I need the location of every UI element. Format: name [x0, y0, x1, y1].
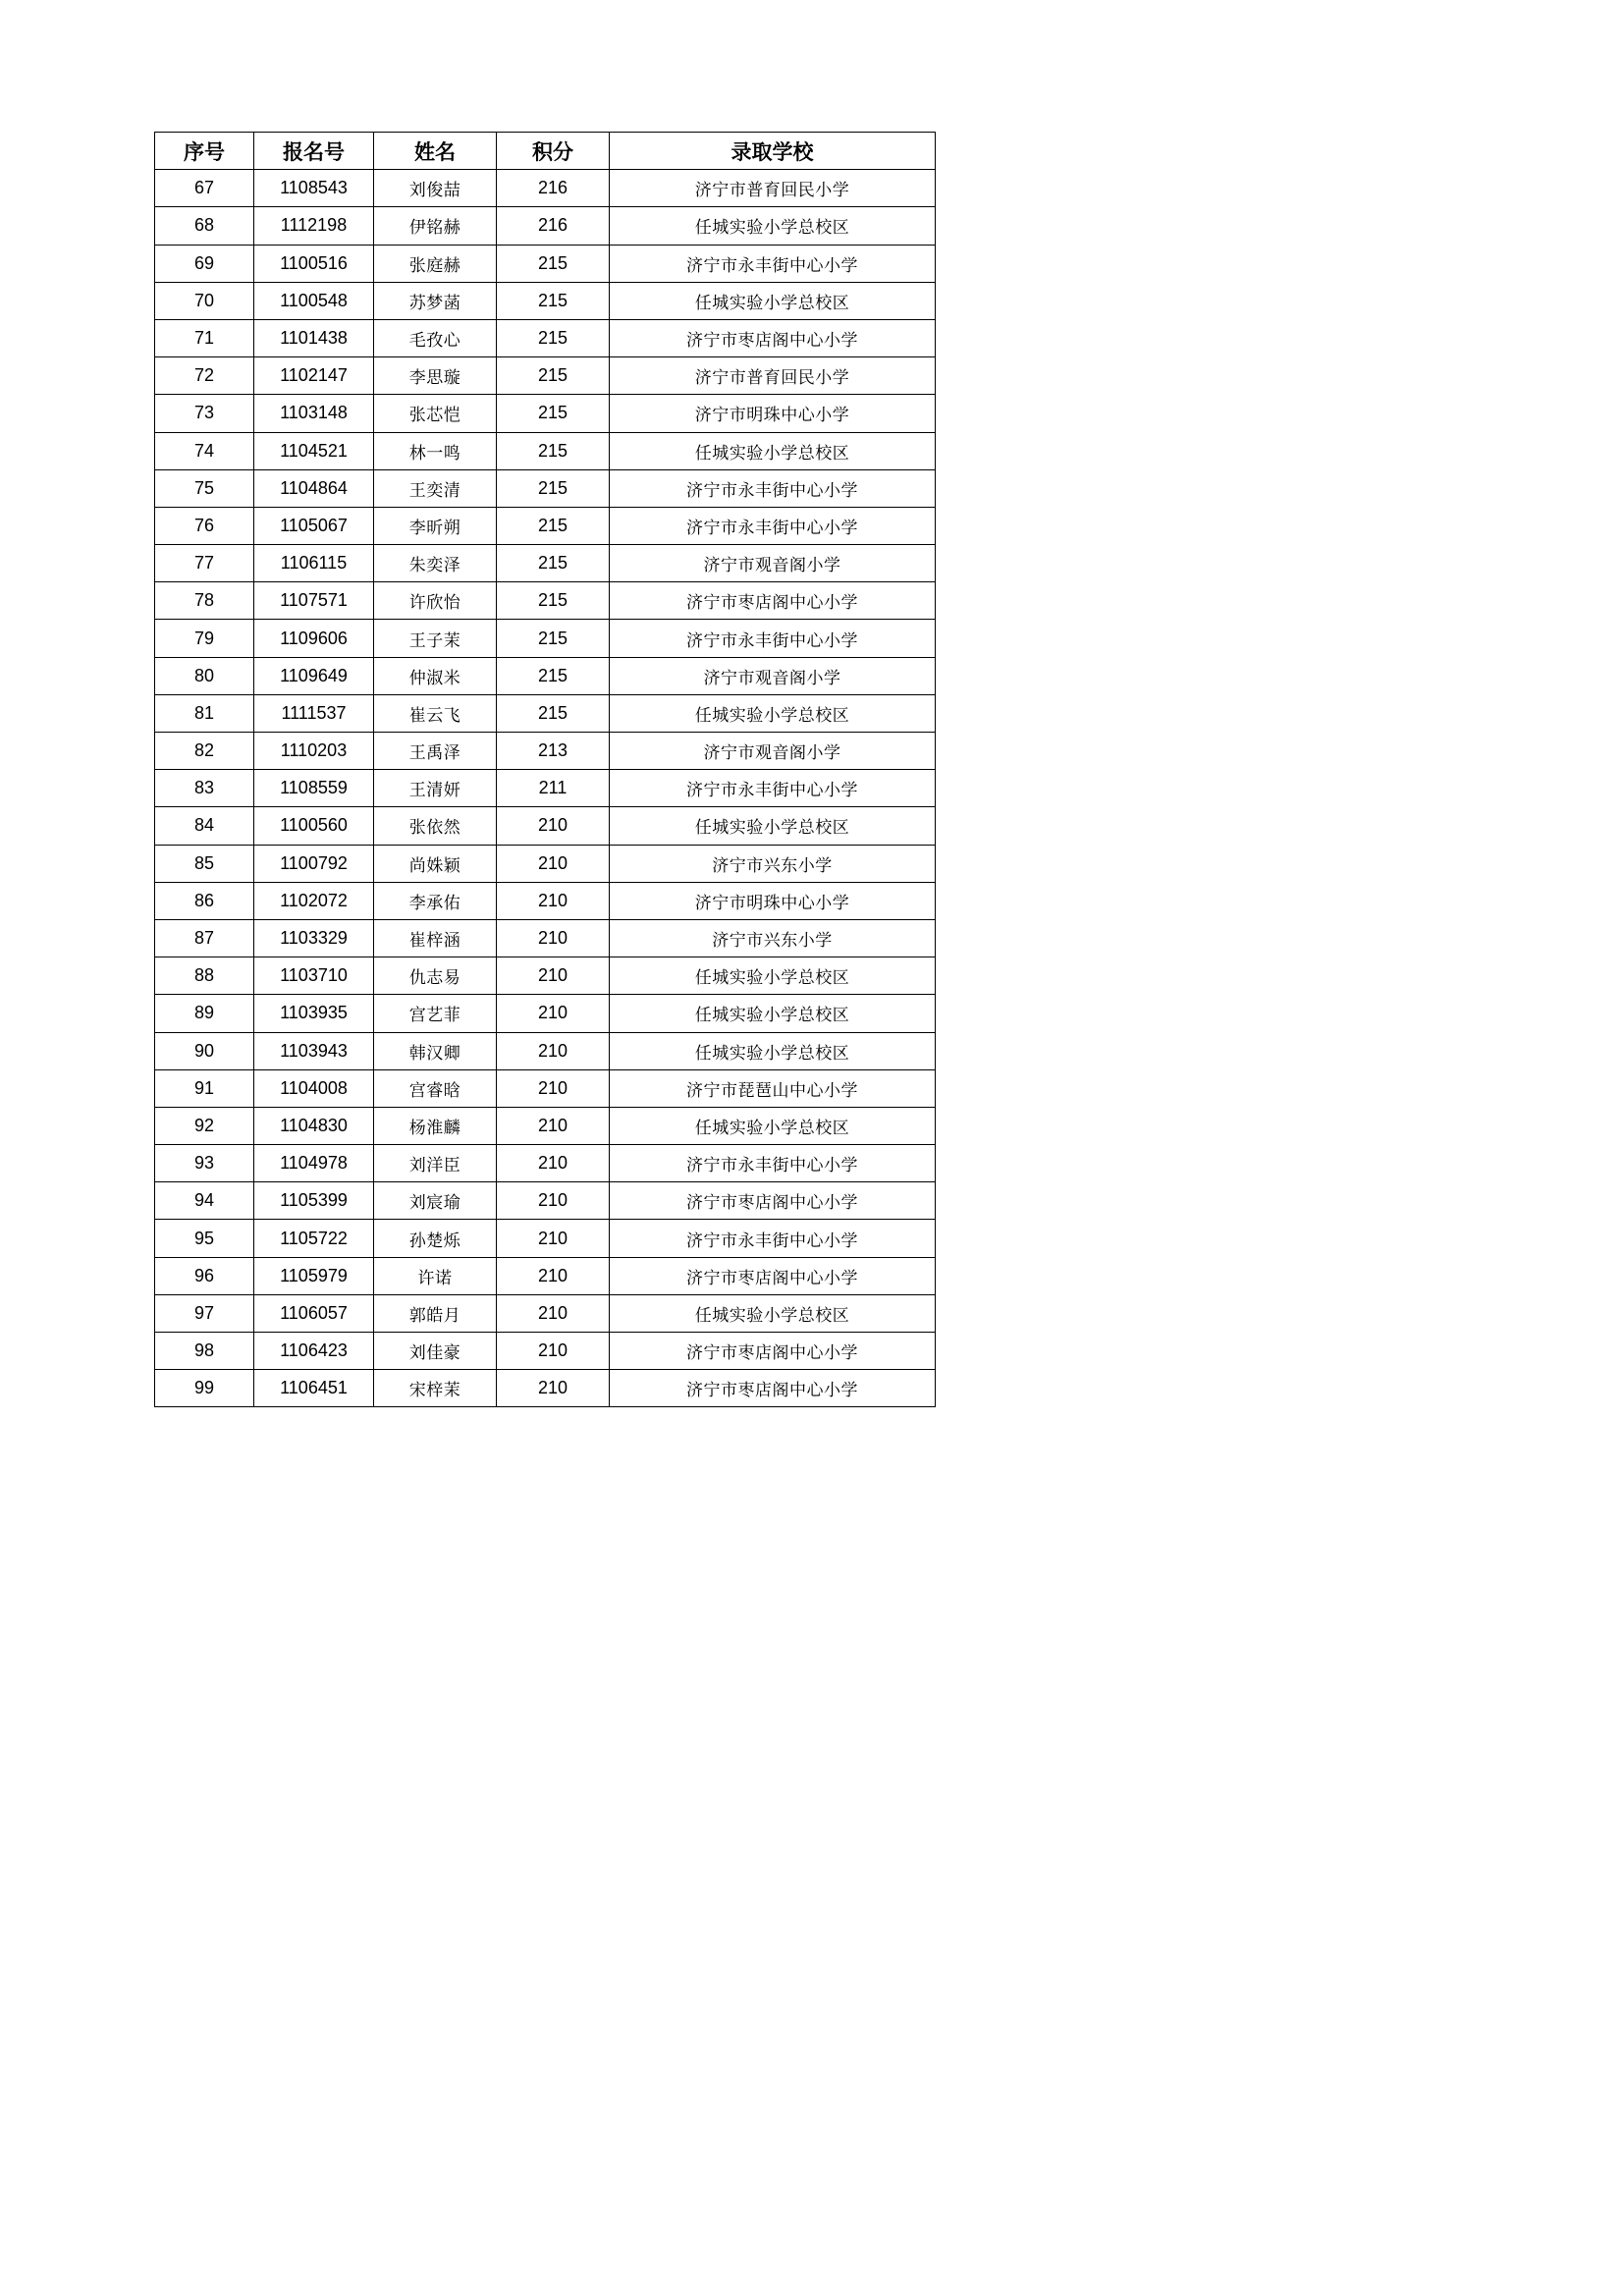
cell-registration-no: 1112198	[254, 207, 374, 245]
table-row	[155, 357, 936, 395]
cell-admitted-school: 济宁市观音阁小学	[610, 545, 936, 582]
cell-seq: 86	[155, 882, 254, 919]
cell-admitted-school: 济宁市永丰街中心小学	[610, 469, 936, 507]
table-row	[155, 882, 936, 919]
header-seq: 序号	[155, 133, 254, 170]
cell-name: 仇志易	[374, 957, 497, 995]
table-row	[155, 1107, 936, 1144]
cell-score: 210	[497, 995, 610, 1032]
cell-admitted-school: 济宁市兴东小学	[610, 919, 936, 957]
cell-admitted-school: 济宁市观音阁小学	[610, 657, 936, 694]
cell-registration-no: 1106451	[254, 1370, 374, 1407]
cell-seq: 71	[155, 319, 254, 356]
cell-name: 伊铭赫	[374, 207, 497, 245]
cell-admitted-school: 济宁市永丰街中心小学	[610, 1145, 936, 1182]
table-row	[155, 1370, 936, 1407]
cell-seq: 99	[155, 1370, 254, 1407]
cell-score: 210	[497, 1107, 610, 1144]
cell-seq: 90	[155, 1032, 254, 1069]
cell-score: 210	[497, 1370, 610, 1407]
table-header-row	[155, 133, 936, 170]
table-row	[155, 395, 936, 432]
cell-seq: 91	[155, 1069, 254, 1107]
cell-score: 210	[497, 1220, 610, 1257]
cell-name: 张庭赫	[374, 245, 497, 282]
cell-registration-no: 1102147	[254, 357, 374, 395]
table-row	[155, 432, 936, 469]
cell-seq: 67	[155, 170, 254, 207]
cell-admitted-school: 济宁市枣店阁中心小学	[610, 319, 936, 356]
table-body	[155, 170, 936, 1407]
cell-name: 杨淮麟	[374, 1107, 497, 1144]
cell-admitted-school: 济宁市枣店阁中心小学	[610, 1370, 936, 1407]
table-row	[155, 319, 936, 356]
cell-admitted-school: 任城实验小学总校区	[610, 995, 936, 1032]
cell-name: 李思璇	[374, 357, 497, 395]
cell-score: 210	[497, 807, 610, 845]
cell-score: 215	[497, 319, 610, 356]
header-admitted-school: 录取学校	[610, 133, 936, 170]
cell-name: 宋梓茉	[374, 1370, 497, 1407]
cell-admitted-school: 任城实验小学总校区	[610, 1107, 936, 1144]
cell-admitted-school: 济宁市明珠中心小学	[610, 882, 936, 919]
cell-score: 215	[497, 245, 610, 282]
cell-seq: 68	[155, 207, 254, 245]
cell-registration-no: 1106423	[254, 1333, 374, 1370]
table-row	[155, 1145, 936, 1182]
cell-score: 210	[497, 957, 610, 995]
cell-score: 211	[497, 770, 610, 807]
cell-name: 朱奕泽	[374, 545, 497, 582]
cell-name: 张依然	[374, 807, 497, 845]
header-registration-no: 报名号	[254, 133, 374, 170]
cell-name: 宫睿晗	[374, 1069, 497, 1107]
cell-score: 210	[497, 845, 610, 882]
cell-registration-no: 1105722	[254, 1220, 374, 1257]
table-row	[155, 657, 936, 694]
cell-score: 215	[497, 582, 610, 620]
cell-registration-no: 1103329	[254, 919, 374, 957]
table-row	[155, 807, 936, 845]
cell-score: 210	[497, 1145, 610, 1182]
cell-score: 216	[497, 207, 610, 245]
cell-registration-no: 1102072	[254, 882, 374, 919]
cell-name: 孙楚烁	[374, 1220, 497, 1257]
cell-admitted-school: 任城实验小学总校区	[610, 807, 936, 845]
table-row	[155, 620, 936, 657]
cell-score: 215	[497, 694, 610, 732]
table-row	[155, 694, 936, 732]
cell-registration-no: 1106057	[254, 1294, 374, 1332]
cell-name: 林一鸣	[374, 432, 497, 469]
cell-seq: 83	[155, 770, 254, 807]
cell-seq: 92	[155, 1107, 254, 1144]
cell-admitted-school: 济宁市兴东小学	[610, 845, 936, 882]
cell-seq: 70	[155, 282, 254, 319]
cell-admitted-school: 济宁市普育回民小学	[610, 170, 936, 207]
cell-name: 李承佑	[374, 882, 497, 919]
cell-score: 210	[497, 1182, 610, 1220]
table-row	[155, 582, 936, 620]
cell-registration-no: 1105399	[254, 1182, 374, 1220]
cell-score: 215	[497, 282, 610, 319]
cell-registration-no: 1105979	[254, 1257, 374, 1294]
cell-seq: 89	[155, 995, 254, 1032]
cell-score: 216	[497, 170, 610, 207]
table-row	[155, 245, 936, 282]
cell-admitted-school: 济宁市枣店阁中心小学	[610, 582, 936, 620]
cell-score: 215	[497, 657, 610, 694]
cell-admitted-school: 任城实验小学总校区	[610, 694, 936, 732]
cell-name: 刘宸瑜	[374, 1182, 497, 1220]
table-row	[155, 1220, 936, 1257]
document-page	[0, 0, 1083, 1532]
header-name: 姓名	[374, 133, 497, 170]
cell-seq: 82	[155, 733, 254, 770]
cell-score: 210	[497, 1333, 610, 1370]
cell-name: 毛孜心	[374, 319, 497, 356]
table-row	[155, 1032, 936, 1069]
cell-name: 王清妍	[374, 770, 497, 807]
table-row	[155, 207, 936, 245]
cell-admitted-school: 任城实验小学总校区	[610, 957, 936, 995]
cell-registration-no: 1100560	[254, 807, 374, 845]
cell-registration-no: 1100516	[254, 245, 374, 282]
table-row	[155, 957, 936, 995]
cell-score: 215	[497, 357, 610, 395]
cell-seq: 74	[155, 432, 254, 469]
table-row	[155, 469, 936, 507]
cell-seq: 79	[155, 620, 254, 657]
cell-admitted-school: 任城实验小学总校区	[610, 1294, 936, 1332]
cell-score: 210	[497, 1032, 610, 1069]
cell-admitted-school: 任城实验小学总校区	[610, 207, 936, 245]
cell-registration-no: 1104830	[254, 1107, 374, 1144]
cell-admitted-school: 任城实验小学总校区	[610, 1032, 936, 1069]
cell-admitted-school: 济宁市普育回民小学	[610, 357, 936, 395]
cell-registration-no: 1103943	[254, 1032, 374, 1069]
cell-admitted-school: 济宁市明珠中心小学	[610, 395, 936, 432]
cell-registration-no: 1103935	[254, 995, 374, 1032]
table-row	[155, 1294, 936, 1332]
cell-name: 许诺	[374, 1257, 497, 1294]
cell-registration-no: 1101438	[254, 319, 374, 356]
cell-name: 崔云飞	[374, 694, 497, 732]
table-row	[155, 282, 936, 319]
cell-registration-no: 1108559	[254, 770, 374, 807]
cell-registration-no: 1104008	[254, 1069, 374, 1107]
cell-admitted-school: 任城实验小学总校区	[610, 432, 936, 469]
cell-name: 王子茉	[374, 620, 497, 657]
cell-seq: 76	[155, 507, 254, 544]
cell-seq: 75	[155, 469, 254, 507]
table-row	[155, 770, 936, 807]
cell-score: 215	[497, 620, 610, 657]
cell-registration-no: 1109649	[254, 657, 374, 694]
table-row	[155, 545, 936, 582]
cell-registration-no: 1104978	[254, 1145, 374, 1182]
cell-registration-no: 1100548	[254, 282, 374, 319]
cell-admitted-school: 济宁市观音阁小学	[610, 733, 936, 770]
cell-name: 韩汉卿	[374, 1032, 497, 1069]
cell-seq: 84	[155, 807, 254, 845]
header-score: 积分	[497, 133, 610, 170]
cell-score: 210	[497, 919, 610, 957]
cell-name: 李昕朔	[374, 507, 497, 544]
table-row	[155, 845, 936, 882]
cell-score: 213	[497, 733, 610, 770]
cell-admitted-school: 济宁市琵琶山中心小学	[610, 1069, 936, 1107]
cell-seq: 96	[155, 1257, 254, 1294]
cell-registration-no: 1110203	[254, 733, 374, 770]
cell-name: 苏梦菡	[374, 282, 497, 319]
cell-admitted-school: 任城实验小学总校区	[610, 282, 936, 319]
cell-name: 郭皓月	[374, 1294, 497, 1332]
cell-name: 宫艺菲	[374, 995, 497, 1032]
admission-table	[154, 132, 936, 1407]
cell-seq: 88	[155, 957, 254, 995]
cell-registration-no: 1107571	[254, 582, 374, 620]
cell-registration-no: 1104864	[254, 469, 374, 507]
cell-name: 刘俊喆	[374, 170, 497, 207]
cell-score: 215	[497, 469, 610, 507]
cell-name: 王奕清	[374, 469, 497, 507]
cell-admitted-school: 济宁市枣店阁中心小学	[610, 1257, 936, 1294]
cell-score: 215	[497, 395, 610, 432]
cell-score: 215	[497, 507, 610, 544]
cell-name: 刘洋臣	[374, 1145, 497, 1182]
table-row	[155, 170, 936, 207]
cell-score: 215	[497, 432, 610, 469]
cell-registration-no: 1104521	[254, 432, 374, 469]
cell-seq: 93	[155, 1145, 254, 1182]
cell-seq: 95	[155, 1220, 254, 1257]
cell-registration-no: 1105067	[254, 507, 374, 544]
cell-seq: 85	[155, 845, 254, 882]
cell-registration-no: 1108543	[254, 170, 374, 207]
table-row	[155, 995, 936, 1032]
cell-name: 仲淑米	[374, 657, 497, 694]
cell-admitted-school: 济宁市永丰街中心小学	[610, 507, 936, 544]
cell-seq: 98	[155, 1333, 254, 1370]
cell-seq: 69	[155, 245, 254, 282]
cell-name: 王禹泽	[374, 733, 497, 770]
table-row	[155, 1069, 936, 1107]
cell-registration-no: 1100792	[254, 845, 374, 882]
cell-seq: 81	[155, 694, 254, 732]
cell-registration-no: 1103148	[254, 395, 374, 432]
cell-seq: 80	[155, 657, 254, 694]
table-row	[155, 1257, 936, 1294]
cell-seq: 87	[155, 919, 254, 957]
cell-admitted-school: 济宁市永丰街中心小学	[610, 1220, 936, 1257]
cell-name: 张芯恺	[374, 395, 497, 432]
cell-admitted-school: 济宁市枣店阁中心小学	[610, 1333, 936, 1370]
cell-score: 210	[497, 1294, 610, 1332]
cell-seq: 78	[155, 582, 254, 620]
cell-name: 许欣怡	[374, 582, 497, 620]
cell-admitted-school: 济宁市永丰街中心小学	[610, 620, 936, 657]
cell-name: 尚姝颖	[374, 845, 497, 882]
cell-admitted-school: 济宁市永丰街中心小学	[610, 245, 936, 282]
cell-seq: 72	[155, 357, 254, 395]
table-row	[155, 1182, 936, 1220]
cell-registration-no: 1106115	[254, 545, 374, 582]
cell-seq: 94	[155, 1182, 254, 1220]
cell-registration-no: 1103710	[254, 957, 374, 995]
cell-registration-no: 1111537	[254, 694, 374, 732]
cell-name: 刘佳豪	[374, 1333, 497, 1370]
cell-name: 崔梓涵	[374, 919, 497, 957]
table-row	[155, 507, 936, 544]
cell-registration-no: 1109606	[254, 620, 374, 657]
cell-admitted-school: 济宁市枣店阁中心小学	[610, 1182, 936, 1220]
cell-score: 215	[497, 545, 610, 582]
cell-admitted-school: 济宁市永丰街中心小学	[610, 770, 936, 807]
cell-score: 210	[497, 1069, 610, 1107]
table-row	[155, 1333, 936, 1370]
table-row	[155, 919, 936, 957]
cell-seq: 97	[155, 1294, 254, 1332]
cell-score: 210	[497, 882, 610, 919]
cell-score: 210	[497, 1257, 610, 1294]
table-row	[155, 733, 936, 770]
cell-seq: 77	[155, 545, 254, 582]
cell-seq: 73	[155, 395, 254, 432]
